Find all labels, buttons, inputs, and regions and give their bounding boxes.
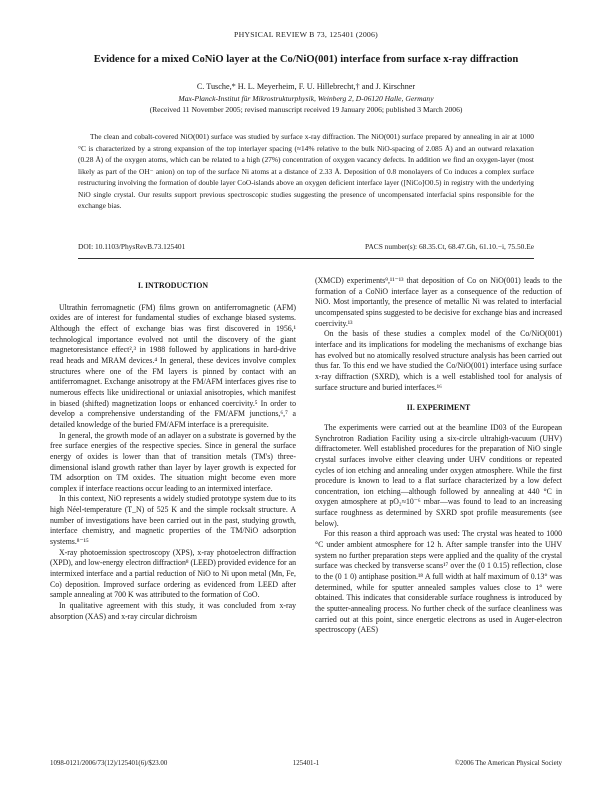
paragraph: The experiments were carried out at the beamline ID03 of the European Synchrotron Radiation Facility using a six-circle ultrahigh-vacuum (UHV) diffractometer. Well established procedures for the preparation of NiO single crystal surfaces involve either cleaving under UHV conditions or repeated cycles of ion etching and annealing under oxygen atmosphere. While the first procedure is known to lead to a flat surface characterized by a low defect concentration, ion etching—although followed by annealing at 440 °C in oxygen atmosphere at pO₂≈10⁻⁶ mbar—was found to lead to an increasing surface roughness as determined by SXRD spot profile measurements (see below).: [315, 422, 562, 528]
section-heading-experiment: II. EXPERIMENT: [406, 403, 471, 413]
author-list: C. Tusche,* H. L. Meyerheim, F. U. Hillebrecht,† and J. Kirschner: [196, 82, 416, 91]
doi-link[interactable]: DOI: 10.1103/PhysRevB.73.125401: [78, 242, 186, 251]
right-column: [315, 276, 562, 636]
footer-issn: 1098-0121/2006/73(12)/125401(6)/$23.00: [50, 760, 168, 767]
abstract: The clean and cobalt-covered NiO(001) surface was studied by surface x-ray diffraction. The NiO(001) surface prepared by annealing in air at 1000 °C is characterized by a strong expansion of the top interlayer spacing (≈14% relative to the bulk NiO-spacing of 2.085 Å) and an outward relaxation (0.28 Å) of the oxygen atoms, which can be related to a high (27%) concentration of oxygen vacancy defects. In addition we find an oxygen-layer (most likely as part of the OH⁻ anion) on top of the surface Ni atoms at a distance of 2.33 Å. Deposition of 0.8 monolayers of Co induces a complex surface restructuring involving the formation of double layer CoO-islands above an oxygen deficient interface layer ([NiCo]O0.5) in registry with the underlying NiO single crystal. Our results support previous spectroscopic studies suggesting the presence of uncompensated interfacial spins responsible for the exchange bias.: [78, 132, 534, 210]
paragraph: In this context, NiO represents a widely studied prototype system due to its high Néel-temperature (T_N) of 525 K and the simple rocksalt structure. A number of investigations have been carried out in the past, studying growth, interface chemistry, and magnetic properties of the TM/NiO adsorption systems.⁸⁻¹⁵: [50, 494, 296, 547]
pacs-numbers: PACS number(s): 68.35.Ct, 68.47.Gh, 61.10.−i, 75.50.Ee: [365, 242, 534, 251]
footer-page-number: 125401-1: [292, 760, 320, 767]
received-dates: (Received 11 November 2005; revised manuscript received 19 January 2006; published 3 March 2006): [149, 105, 463, 114]
paragraph: For this reason a third approach was used: The crystal was heated to 1000 °C under ambient atmosphere for 12 h. After sample transfer into the UHV system no further preparation steps were applied and the quality of the crystal surface was checked by transverse scans¹⁷ over the (0 1 0.15) reflection, close to the (0 1 0) antiphase position.¹⁸ A full width at half maximum of 0.13° was determined, while for sputter annealed samples values close to 1° were obtained. This indicates that considerable surface roughness is introduced by the sputter-annealing process. No further check of the surface cleanliness was carried out at this point, since energetic electrons as used in Auger-electron spectroscopy (AES): [315, 529, 562, 635]
left-column: [50, 281, 296, 622]
running-header: PHYSICAL REVIEW B 73, 125401 (2006): [234, 30, 378, 39]
paragraph: In general, the growth mode of an adlayer on a substrate is governed by the free surface energies of the respective species. Since in general the surface energy of oxides is lower than that of transition metals (TM's) three-dimensional island growth rather than layer by layer growth is expected for TM adsorption on TM oxides. The situation might become even more complex if interface reactions occur leading to an intermixed interface.: [50, 430, 296, 493]
paragraph: On the basis of these studies a complex model of the Co/NiO(001) interface and its implications for modeling the mechanisms of exchange bias has evolved but no atomically resolved structure analysis has been carried out thus far. To this end we have studied the Co/NiO(001) interface using surface x-ray diffraction (SXRD), which is a well established tool for analysis of surface structure and buried interfaces.¹⁶: [315, 329, 562, 392]
paragraph: In qualitative agreement with this study, it was concluded from x-ray absorption (XAS) and x-ray circular dichroism: [50, 601, 296, 621]
paragraph: Ultrathin ferromagnetic (FM) films grown on antiferromagnetic (AFM) oxides are of interest for fundamental studies of exchange biased systems. Although the effect of exchange bias was first discovered in 1956,¹ technological importance evolved not until the discovery of the giant magnetoresistance effect²,³ in 1988 followed by applications in hard-drive read heads and MRAM devices.⁴ In general, these devices involve complex structures where one of the FM layers is pinned by contact with an antiferromagnet. Exchange anisotropy at the FM/AFM interfaces gives rise to numerous effects like unidirectional or uniaxial anisotropies, which manifest in biased (shifted) magnetization loops or enhanced coercivity.⁵ In order to develop a comprehensive understanding of the FM/AFM junctions,⁶,⁷ a detailed knowledge of the buried FM/AFM interface is a prerequisite.: [50, 302, 296, 429]
affiliation: Max-Planck-Institut für Mikrostrukturphysik, Weinberg 2, D-06120 Halle, Germany: [178, 94, 434, 103]
paragraph: (XMCD) experiments⁹,¹¹⁻¹³ that deposition of Co on NiO(001) leads to the formation of a CoNiO interface layer as a consequence of the reduction of NiO. Most importantly, the presence of metallic Ni was related to interfacial uncompensated spins suggested to be decisive for exchange bias and increased coercivity.¹³: [315, 276, 562, 328]
section-heading-introduction: I. INTRODUCTION: [137, 281, 209, 290]
divider-rule: [78, 258, 534, 259]
footer-copyright: ©2006 The American Physical Society: [454, 760, 562, 767]
paper-title: Evidence for a mixed CoNiO layer at the Co/NiO(001) interface from surface x-ray diffraction: [93, 54, 519, 65]
paragraph: X-ray photoemission spectroscopy (XPS), x-ray photoelectron diffraction (XPD), and low-energy electron diffraction⁸ (LEED) provided evidence for an intermixed interface and a partial reduction of NiO to Ni upon metal (Mn, Fe, Co) deposition. Improved surface ordering as evidenced from LEED after sample annealing at 700 K was attributed to the formation of CoO.: [50, 547, 296, 600]
